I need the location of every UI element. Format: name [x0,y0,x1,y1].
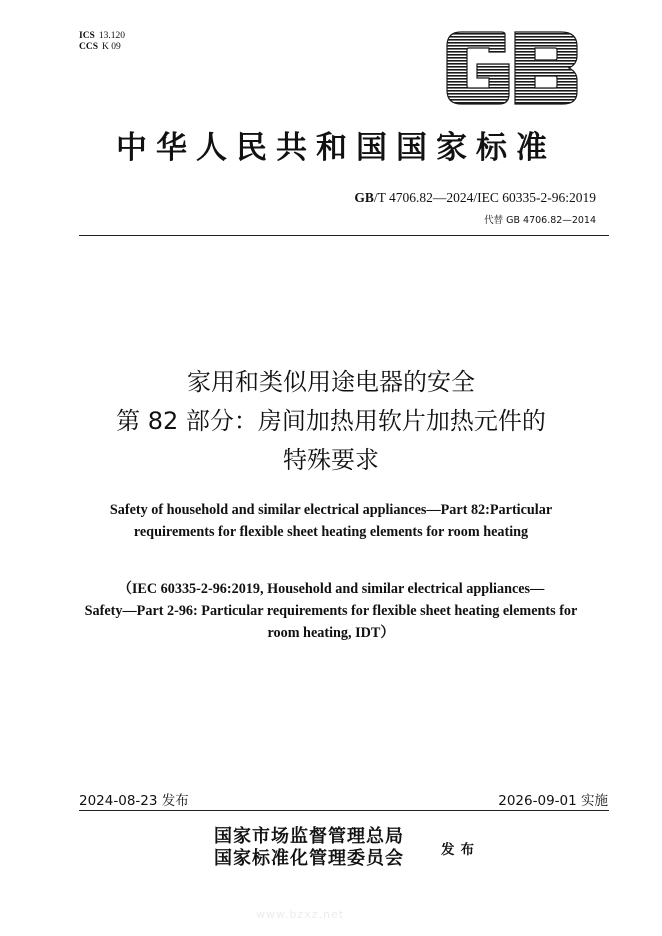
ccs-line [79,42,125,53]
standard-code: /T 4706.82—2024/IEC 60335-2-96:2019 [373,190,596,205]
issue-action: 发布 [441,842,480,858]
iec-reference-line: Safety—Part 2-96: Particular requirements for flexible sheet heating elements for [84,603,578,619]
bottom-divider [79,810,609,811]
chinese-title [0,363,662,480]
iec-reference-line: room heating, IDT） [267,625,395,641]
ics-label: ICS [79,31,95,41]
issuing-authorities [214,826,404,870]
english-title [60,499,602,543]
issuer-sac: 国家标准化管理委员会 [214,848,404,869]
replaces-note: 代替 GB 4706.82—2014 [484,215,596,226]
ccs-label: CCS [79,42,99,52]
top-divider [79,235,609,236]
english-title-line: Safety of household and similar electrical appliances—Part 82:Particular [109,502,553,518]
logo-text: GB [443,30,445,31]
gb-logo [443,30,581,106]
issue-date: 2024-08-23 发布 [79,793,189,809]
chinese-title-line: 第 82 部分：房间加热用软片加热元件的 [116,407,546,435]
chinese-title-line: 特殊要求 [283,446,379,474]
standard-number [354,190,596,206]
iec-reference [55,578,607,644]
implementation-date: 2026-09-01 实施 [498,793,608,809]
page-title: 中华人民共和国国家标准 [116,130,556,166]
iec-reference-line: （IEC 60335-2-96:2019, Household and similar electrical appliances— [117,581,545,597]
issuer-samr: 国家市场监督管理总局 [214,826,404,847]
ics-line [79,31,125,42]
ics-code: 13.120 [98,31,125,41]
ccs-code: K 09 [102,42,121,52]
watermark: www.bzxz.net [256,908,345,921]
standard-prefix: GB [354,190,374,205]
english-title-line: requirements for flexible sheet heating elements for room heating [133,524,529,540]
chinese-title-line: 家用和类似用途电器的安全 [187,368,475,396]
classification-codes [79,31,125,53]
